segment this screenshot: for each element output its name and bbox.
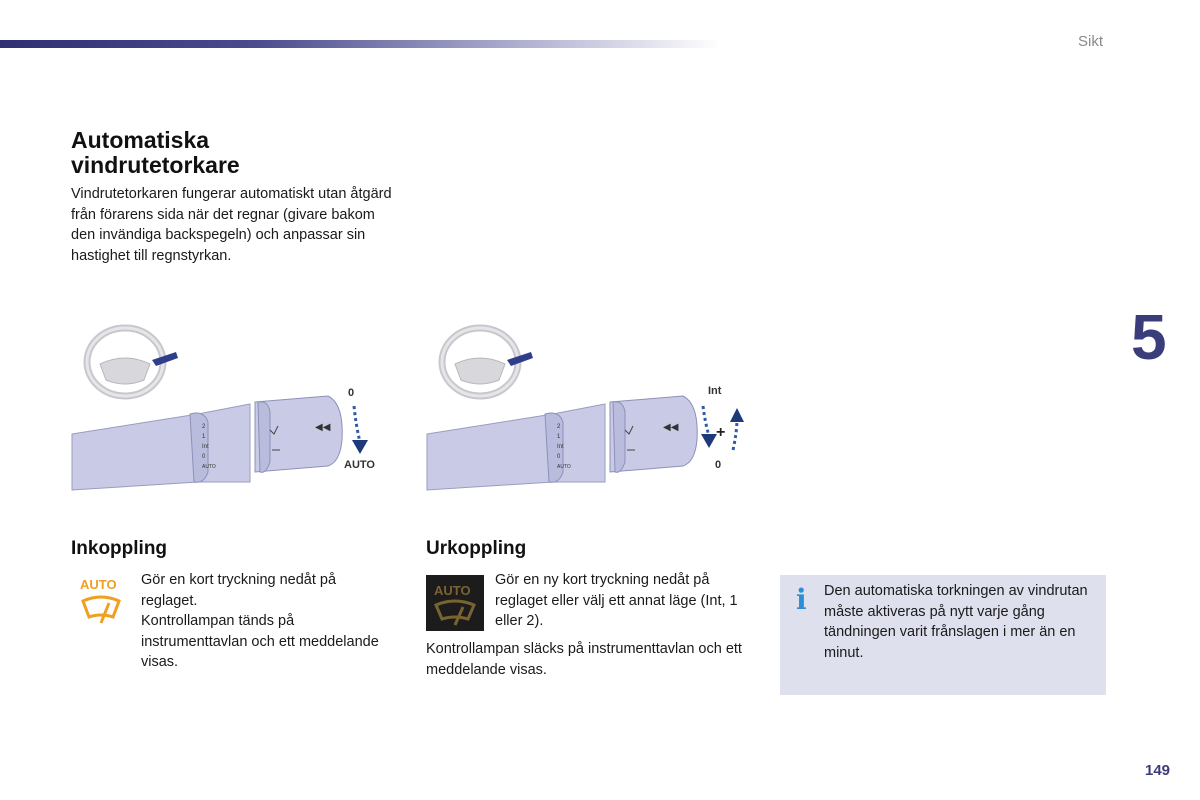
heading-urkoppling: Urkoppling [426, 538, 527, 559]
steering-wheel-icon [442, 328, 533, 396]
page-title: Automatiska vindrutetorkare [71, 127, 240, 178]
stalk-label: 0 [557, 454, 561, 460]
auto-wiper-lamp-off-icon [426, 575, 484, 631]
intro-paragraph: Vindrutetorkaren fungerar automatiskt utan åtgärd från förarens sida när det regnar (givare bakom den invändiga backspegeln) och anpassar sin hastighet till regnstyrkan. [71, 186, 392, 264]
svg-text:AUTO: AUTO [80, 577, 117, 592]
svg-text:◀◀: ◀◀ [663, 422, 679, 433]
page-number: 149 [1145, 762, 1171, 779]
heading-inkoppling: Inkoppling [71, 538, 168, 559]
arrow-down-icon [352, 440, 368, 454]
arrow-up-icon [730, 408, 744, 422]
stalk-label: 1 [202, 434, 206, 440]
svg-text:AUTO: AUTO [434, 583, 471, 598]
wiper-stalk-illustration-on [70, 322, 390, 494]
info-box [780, 575, 1106, 695]
info-icon: i [796, 583, 807, 616]
steering-wheel-icon [87, 328, 178, 396]
label-zero: 0 [715, 459, 722, 471]
stalk-label: AUTO [202, 464, 216, 470]
plus-symbol: + [716, 424, 726, 441]
stalk-label: 2 [202, 424, 206, 430]
label-zero: 0 [348, 387, 355, 399]
wiper-stalk-illustration-off [425, 322, 755, 494]
urkoppling-text-2: Kontrollampan släcks på instrumenttavlan och ett meddelande visas. [426, 641, 742, 678]
info-text: Den automatiska torkningen av vindrutan måste aktiveras på nytt varje gång tändningen varit frånslagen i mer än en minut. [824, 583, 1088, 661]
stalk-label: AUTO [557, 464, 571, 470]
auto-wiper-warning-lamp-icon [79, 575, 125, 631]
chapter-number: 5 [1131, 301, 1167, 373]
label-auto: AUTO [344, 459, 375, 471]
stalk-label: 0 [202, 454, 206, 460]
header-rule [0, 40, 720, 48]
stalk-label: Int [202, 444, 209, 450]
arrow-down-icon [701, 434, 717, 448]
stalk-label: Int [557, 444, 564, 450]
inkoppling-text-1: Gör en kort tryckning nedåt på reglaget. [141, 572, 337, 609]
inkoppling-text-2: Kontrollampan tänds på instrumenttavlan och ett meddelande visas. [141, 613, 379, 670]
stalk-label: 1 [557, 434, 561, 440]
urkoppling-text-1: Gör en ny kort tryckning nedåt på reglaget eller välj ett annat läge (Int, 1 eller 2). [495, 572, 738, 629]
stalk-label: 2 [557, 424, 561, 430]
svg-text:◀◀: ◀◀ [315, 422, 331, 433]
section-label: Sikt [1078, 33, 1104, 50]
label-int: Int [708, 385, 722, 397]
